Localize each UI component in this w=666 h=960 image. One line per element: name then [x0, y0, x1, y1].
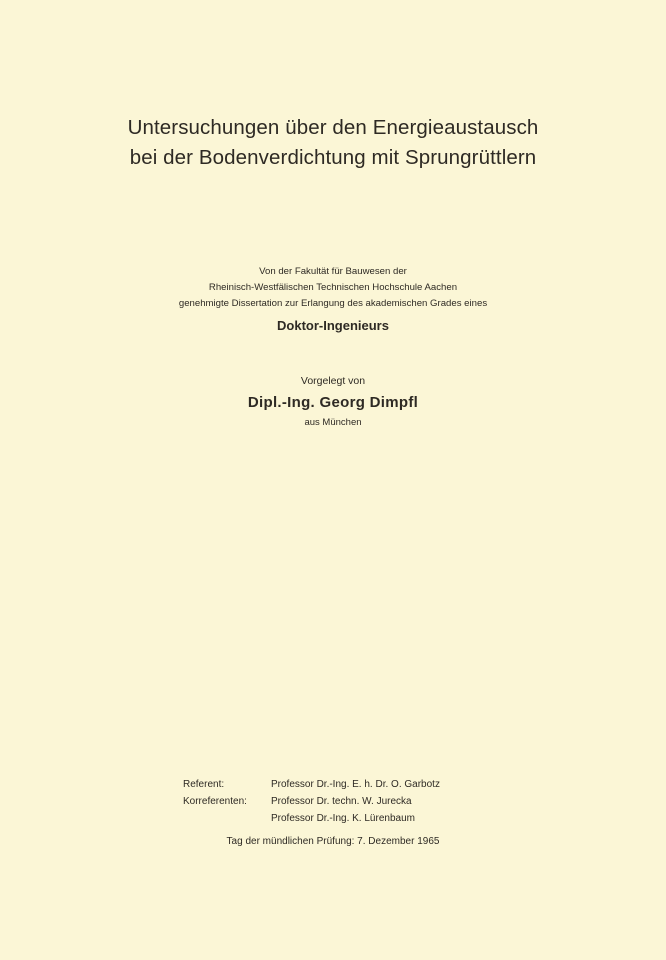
- referees-list: [183, 776, 440, 827]
- korreferent-row-2: [183, 810, 440, 827]
- document-title: [0, 113, 666, 173]
- title-line-2: bei der Bodenverdichtung mit Sprungrüttlern: [129, 146, 537, 169]
- author-origin: aus München: [304, 417, 362, 428]
- referent-row: [183, 776, 440, 793]
- korreferent-name-1: Professor Dr. techn. W. Jurecka: [271, 796, 412, 807]
- degree-title: Doktor-Ingenieurs: [277, 318, 389, 333]
- korreferenten-label: Korreferenten:: [183, 796, 247, 807]
- university-line: Rheinisch-Westfälischen Technischen Hochschule Aachen: [208, 282, 458, 293]
- korreferent-name-2: Professor Dr.-Ing. K. Lürenbaum: [271, 813, 415, 824]
- submitted-by-label: Vorgelegt von: [300, 375, 366, 387]
- ref-label-spacer: [183, 810, 271, 827]
- referent-label: Referent:: [183, 779, 225, 790]
- dissertation-statement: [0, 264, 666, 336]
- author-block: [0, 372, 666, 430]
- korreferent-row-1: [183, 793, 440, 810]
- title-line-1: Untersuchungen über den Energieaustausch: [127, 116, 539, 139]
- author-name: Dipl.-Ing. Georg Dimpfl: [247, 394, 419, 411]
- exam-date: Tag der mündlichen Prüfung: 7. Dezember 1965: [226, 836, 440, 847]
- approval-line: genehmigte Dissertation zur Erlangung des akademischen Grades eines: [178, 298, 488, 309]
- faculty-line: Von der Fakultät für Bauwesen der: [259, 266, 407, 277]
- referent-name: Professor Dr.-Ing. E. h. Dr. O. Garbotz: [271, 779, 440, 790]
